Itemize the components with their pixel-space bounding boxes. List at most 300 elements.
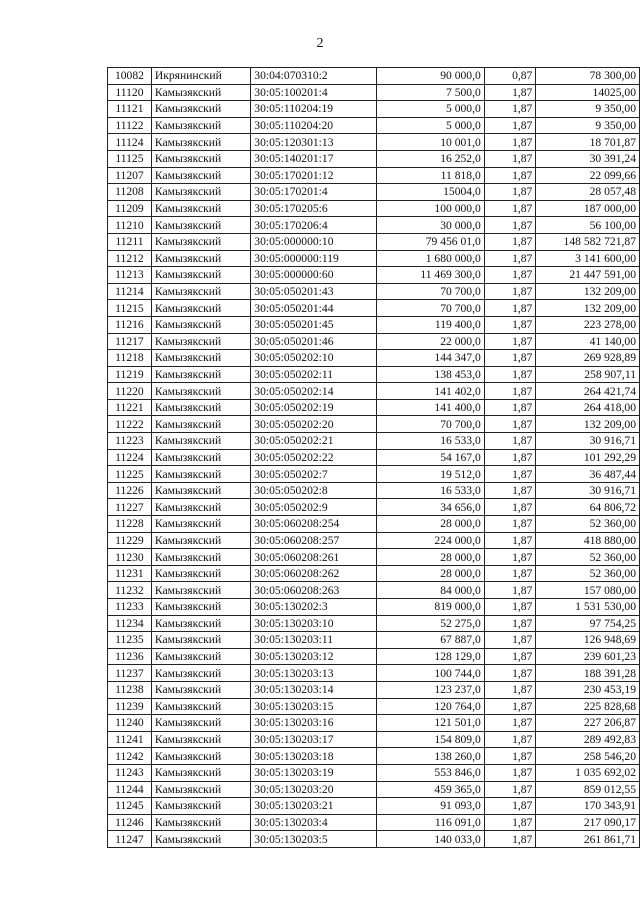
cadastral-number-cell: 30:05:130203:12 (251, 648, 377, 665)
table-row (108, 648, 640, 665)
cadastral-number-cell: 30:05:130202:3 (251, 599, 377, 616)
district-cell: Камызякский (151, 399, 250, 416)
cadastral-number-cell: 30:05:130203:17 (251, 731, 377, 748)
table-row (108, 482, 640, 499)
row-id-cell: 11243 (108, 764, 152, 781)
district-cell: Камызякский (151, 748, 250, 765)
row-id-cell: 11236 (108, 648, 152, 665)
coefficient-cell: 1,87 (484, 283, 536, 300)
district-cell: Камызякский (151, 200, 250, 217)
amount-cell: 188 391,28 (536, 665, 640, 682)
row-id-cell: 11120 (108, 84, 152, 101)
table-row (108, 333, 640, 350)
amount-cell: 1 035 692,02 (536, 764, 640, 781)
coefficient-cell: 1,87 (484, 117, 536, 134)
table-row (108, 698, 640, 715)
area-cell: 16 533,0 (377, 482, 484, 499)
table-row (108, 416, 640, 433)
amount-cell: 289 492,83 (536, 731, 640, 748)
area-cell: 119 400,0 (377, 316, 484, 333)
table-row (108, 350, 640, 367)
cadastral-number-cell: 30:05:060208:257 (251, 532, 377, 549)
area-cell: 28 000,0 (377, 565, 484, 582)
district-cell: Камызякский (151, 267, 250, 284)
area-cell: 84 000,0 (377, 582, 484, 599)
amount-cell: 64 806,72 (536, 499, 640, 516)
coefficient-cell: 1,87 (484, 200, 536, 217)
table-row (108, 250, 640, 267)
district-cell: Камызякский (151, 416, 250, 433)
coefficient-cell: 1,87 (484, 383, 536, 400)
amount-cell: 18 701,87 (536, 134, 640, 151)
area-cell: 70 700,0 (377, 416, 484, 433)
coefficient-cell: 1,87 (484, 350, 536, 367)
table-row (108, 101, 640, 118)
cadastral-number-cell: 30:05:050202:8 (251, 482, 377, 499)
table-row (108, 814, 640, 831)
area-cell: 553 846,0 (377, 764, 484, 781)
coefficient-cell: 1,87 (484, 648, 536, 665)
coefficient-cell: 1,87 (484, 167, 536, 184)
amount-cell: 52 360,00 (536, 565, 640, 582)
row-id-cell: 11121 (108, 101, 152, 118)
table-row (108, 433, 640, 450)
coefficient-cell: 1,87 (484, 532, 536, 549)
district-cell: Камызякский (151, 648, 250, 665)
table-row (108, 399, 640, 416)
cadastral-number-cell: 30:05:050202:9 (251, 499, 377, 516)
cadastral-number-cell: 30:05:050202:19 (251, 399, 377, 416)
district-cell: Камызякский (151, 764, 250, 781)
cadastral-number-cell: 30:05:000000:10 (251, 233, 377, 250)
table-row (108, 798, 640, 815)
table-row (108, 748, 640, 765)
table-row (108, 383, 640, 400)
cadastral-number-cell: 30:05:130203:18 (251, 748, 377, 765)
row-id-cell: 11237 (108, 665, 152, 682)
amount-cell: 36 487,44 (536, 466, 640, 483)
table-row (108, 167, 640, 184)
land-plots-table (107, 67, 640, 848)
coefficient-cell: 1,87 (484, 781, 536, 798)
table-row (108, 449, 640, 466)
cadastral-number-cell: 30:05:140201:17 (251, 150, 377, 167)
cadastral-number-cell: 30:05:170206:4 (251, 217, 377, 234)
district-cell: Камызякский (151, 117, 250, 134)
area-cell: 90 000,0 (377, 68, 484, 85)
cadastral-number-cell: 30:05:000000:60 (251, 267, 377, 284)
amount-cell: 859 012,55 (536, 781, 640, 798)
table-row (108, 681, 640, 698)
row-id-cell: 11231 (108, 565, 152, 582)
coefficient-cell: 1,87 (484, 333, 536, 350)
district-cell: Камызякский (151, 316, 250, 333)
cadastral-number-cell: 30:05:110204:20 (251, 117, 377, 134)
amount-cell: 56 100,00 (536, 217, 640, 234)
table-row (108, 316, 640, 333)
row-id-cell: 11211 (108, 233, 152, 250)
area-cell: 140 033,0 (377, 831, 484, 848)
row-id-cell: 11214 (108, 283, 152, 300)
table-row (108, 582, 640, 599)
row-id-cell: 11220 (108, 383, 152, 400)
area-cell: 91 093,0 (377, 798, 484, 815)
row-id-cell: 11241 (108, 731, 152, 748)
row-id-cell: 11226 (108, 482, 152, 499)
coefficient-cell: 1,87 (484, 565, 536, 582)
cadastral-number-cell: 30:05:050202:10 (251, 350, 377, 367)
district-cell: Камызякский (151, 433, 250, 450)
area-cell: 144 347,0 (377, 350, 484, 367)
table-row (108, 366, 640, 383)
district-cell: Камызякский (151, 731, 250, 748)
area-cell: 5 000,0 (377, 117, 484, 134)
area-cell: 121 501,0 (377, 715, 484, 732)
table-row (108, 615, 640, 632)
district-cell: Камызякский (151, 449, 250, 466)
row-id-cell: 11222 (108, 416, 152, 433)
cadastral-number-cell: 30:05:130203:10 (251, 615, 377, 632)
area-cell: 7 500,0 (377, 84, 484, 101)
row-id-cell: 11210 (108, 217, 152, 234)
table-row (108, 532, 640, 549)
row-id-cell: 11235 (108, 632, 152, 649)
amount-cell: 3 141 600,00 (536, 250, 640, 267)
area-cell: 10 001,0 (377, 134, 484, 151)
district-cell: Камызякский (151, 366, 250, 383)
coefficient-cell: 1,87 (484, 433, 536, 450)
cadastral-number-cell: 30:05:170205:6 (251, 200, 377, 217)
table-row (108, 200, 640, 217)
coefficient-cell: 1,87 (484, 764, 536, 781)
coefficient-cell: 1,87 (484, 681, 536, 698)
area-cell: 138 260,0 (377, 748, 484, 765)
row-id-cell: 11223 (108, 433, 152, 450)
row-id-cell: 11239 (108, 698, 152, 715)
table-row (108, 549, 640, 566)
area-cell: 819 000,0 (377, 599, 484, 616)
district-cell: Камызякский (151, 681, 250, 698)
table-row (108, 117, 640, 134)
row-id-cell: 11244 (108, 781, 152, 798)
area-cell: 120 764,0 (377, 698, 484, 715)
cadastral-number-cell: 30:05:130203:21 (251, 798, 377, 815)
amount-cell: 217 090,17 (536, 814, 640, 831)
amount-cell: 132 209,00 (536, 283, 640, 300)
row-id-cell: 11216 (108, 316, 152, 333)
table-row (108, 565, 640, 582)
district-cell: Камызякский (151, 283, 250, 300)
cadastral-number-cell: 30:05:110204:19 (251, 101, 377, 118)
row-id-cell: 11247 (108, 831, 152, 848)
amount-cell: 239 601,23 (536, 648, 640, 665)
table-row (108, 781, 640, 798)
amount-cell: 269 928,89 (536, 350, 640, 367)
coefficient-cell: 0,87 (484, 68, 536, 85)
amount-cell: 30 916,71 (536, 433, 640, 450)
cadastral-number-cell: 30:05:050202:11 (251, 366, 377, 383)
amount-cell: 132 209,00 (536, 416, 640, 433)
district-cell: Камызякский (151, 582, 250, 599)
cadastral-number-cell: 30:05:120301:13 (251, 134, 377, 151)
amount-cell: 22 099,66 (536, 167, 640, 184)
district-cell: Камызякский (151, 167, 250, 184)
area-cell: 5 000,0 (377, 101, 484, 118)
cadastral-number-cell: 30:05:050201:43 (251, 283, 377, 300)
area-cell: 116 091,0 (377, 814, 484, 831)
coefficient-cell: 1,87 (484, 748, 536, 765)
cadastral-number-cell: 30:05:050201:44 (251, 300, 377, 317)
cadastral-number-cell: 30:05:000000:119 (251, 250, 377, 267)
amount-cell: 264 421,74 (536, 383, 640, 400)
cadastral-number-cell: 30:05:130203:19 (251, 764, 377, 781)
row-id-cell: 11208 (108, 184, 152, 201)
district-cell: Камызякский (151, 599, 250, 616)
amount-cell: 170 343,91 (536, 798, 640, 815)
district-cell: Камызякский (151, 184, 250, 201)
row-id-cell: 11219 (108, 366, 152, 383)
amount-cell: 225 828,68 (536, 698, 640, 715)
row-id-cell: 11212 (108, 250, 152, 267)
area-cell: 138 453,0 (377, 366, 484, 383)
district-cell: Камызякский (151, 250, 250, 267)
area-cell: 1 680 000,0 (377, 250, 484, 267)
cadastral-number-cell: 30:05:170201:12 (251, 167, 377, 184)
district-cell: Камызякский (151, 549, 250, 566)
amount-cell: 97 754,25 (536, 615, 640, 632)
amount-cell: 1 531 530,00 (536, 599, 640, 616)
district-cell: Камызякский (151, 814, 250, 831)
coefficient-cell: 1,87 (484, 250, 536, 267)
row-id-cell: 11227 (108, 499, 152, 516)
row-id-cell: 11124 (108, 134, 152, 151)
table-row (108, 831, 640, 848)
coefficient-cell: 1,87 (484, 399, 536, 416)
district-cell: Камызякский (151, 532, 250, 549)
district-cell: Камызякский (151, 233, 250, 250)
coefficient-cell: 1,87 (484, 549, 536, 566)
district-cell: Камызякский (151, 798, 250, 815)
row-id-cell: 11218 (108, 350, 152, 367)
district-cell: Камызякский (151, 715, 250, 732)
area-cell: 100 000,0 (377, 200, 484, 217)
amount-cell: 126 948,69 (536, 632, 640, 649)
row-id-cell: 11234 (108, 615, 152, 632)
coefficient-cell: 1,87 (484, 798, 536, 815)
district-cell: Камызякский (151, 632, 250, 649)
row-id-cell: 11213 (108, 267, 152, 284)
district-cell: Камызякский (151, 615, 250, 632)
coefficient-cell: 1,87 (484, 101, 536, 118)
amount-cell: 78 300,00 (536, 68, 640, 85)
cadastral-number-cell: 30:05:130203:15 (251, 698, 377, 715)
coefficient-cell: 1,87 (484, 615, 536, 632)
row-id-cell: 11225 (108, 466, 152, 483)
table-row (108, 233, 640, 250)
coefficient-cell: 1,87 (484, 632, 536, 649)
table-row (108, 267, 640, 284)
area-cell: 128 129,0 (377, 648, 484, 665)
table-row (108, 68, 640, 85)
row-id-cell: 11242 (108, 748, 152, 765)
area-cell: 79 456 01,0 (377, 233, 484, 250)
area-cell: 70 700,0 (377, 300, 484, 317)
cadastral-number-cell: 30:05:060208:262 (251, 565, 377, 582)
district-cell: Камызякский (151, 499, 250, 516)
table-row (108, 731, 640, 748)
coefficient-cell: 1,87 (484, 300, 536, 317)
cadastral-number-cell: 30:05:130203:14 (251, 681, 377, 698)
cadastral-number-cell: 30:05:130203:13 (251, 665, 377, 682)
row-id-cell: 11217 (108, 333, 152, 350)
area-cell: 15004,0 (377, 184, 484, 201)
cadastral-number-cell: 30:05:050202:21 (251, 433, 377, 450)
table-row (108, 499, 640, 516)
coefficient-cell: 1,87 (484, 831, 536, 848)
amount-cell: 41 140,00 (536, 333, 640, 350)
coefficient-cell: 1,87 (484, 582, 536, 599)
area-cell: 54 167,0 (377, 449, 484, 466)
district-cell: Камызякский (151, 101, 250, 118)
table-row (108, 184, 640, 201)
row-id-cell: 11246 (108, 814, 152, 831)
coefficient-cell: 1,87 (484, 150, 536, 167)
amount-cell: 227 206,87 (536, 715, 640, 732)
row-id-cell: 11209 (108, 200, 152, 217)
coefficient-cell: 1,87 (484, 814, 536, 831)
row-id-cell: 11230 (108, 549, 152, 566)
coefficient-cell: 1,87 (484, 134, 536, 151)
district-cell: Икрянинский (151, 68, 250, 85)
cadastral-number-cell: 30:05:050201:46 (251, 333, 377, 350)
row-id-cell: 11238 (108, 681, 152, 698)
cadastral-number-cell: 30:04:070310:2 (251, 68, 377, 85)
table-row (108, 599, 640, 616)
amount-cell: 157 080,00 (536, 582, 640, 599)
area-cell: 100 744,0 (377, 665, 484, 682)
coefficient-cell: 1,87 (484, 698, 536, 715)
row-id-cell: 11232 (108, 582, 152, 599)
area-cell: 141 402,0 (377, 383, 484, 400)
amount-cell: 101 292,29 (536, 449, 640, 466)
amount-cell: 148 582 721,87 (536, 233, 640, 250)
coefficient-cell: 1,87 (484, 715, 536, 732)
table-row (108, 516, 640, 533)
row-id-cell: 11224 (108, 449, 152, 466)
district-cell: Камызякский (151, 350, 250, 367)
table-row (108, 84, 640, 101)
coefficient-cell: 1,87 (484, 449, 536, 466)
table-row (108, 665, 640, 682)
cadastral-number-cell: 30:05:050202:14 (251, 383, 377, 400)
amount-cell: 52 360,00 (536, 516, 640, 533)
amount-cell: 132 209,00 (536, 300, 640, 317)
table-row (108, 300, 640, 317)
amount-cell: 30 391,24 (536, 150, 640, 167)
row-id-cell: 11207 (108, 167, 152, 184)
amount-cell: 258 546,20 (536, 748, 640, 765)
coefficient-cell: 1,87 (484, 466, 536, 483)
district-cell: Камызякский (151, 134, 250, 151)
page-number: 2 (316, 36, 324, 51)
district-cell: Камызякский (151, 516, 250, 533)
coefficient-cell: 1,87 (484, 731, 536, 748)
table-row (108, 283, 640, 300)
amount-cell: 9 350,00 (536, 101, 640, 118)
amount-cell: 261 861,71 (536, 831, 640, 848)
area-cell: 154 809,0 (377, 731, 484, 748)
row-id-cell: 11215 (108, 300, 152, 317)
cadastral-number-cell: 30:05:060208:263 (251, 582, 377, 599)
table-row (108, 134, 640, 151)
cadastral-number-cell: 30:05:130203:5 (251, 831, 377, 848)
coefficient-cell: 1,87 (484, 233, 536, 250)
cadastral-number-cell: 30:05:130203:16 (251, 715, 377, 732)
cadastral-number-cell: 30:05:100201:4 (251, 84, 377, 101)
coefficient-cell: 1,87 (484, 316, 536, 333)
row-id-cell: 11125 (108, 150, 152, 167)
row-id-cell: 11245 (108, 798, 152, 815)
area-cell: 123 237,0 (377, 681, 484, 698)
area-cell: 28 000,0 (377, 549, 484, 566)
cadastral-number-cell: 30:05:060208:254 (251, 516, 377, 533)
row-id-cell: 11228 (108, 516, 152, 533)
area-cell: 11 818,0 (377, 167, 484, 184)
area-cell: 459 365,0 (377, 781, 484, 798)
coefficient-cell: 1,87 (484, 217, 536, 234)
row-id-cell: 11221 (108, 399, 152, 416)
district-cell: Камызякский (151, 482, 250, 499)
district-cell: Камызякский (151, 383, 250, 400)
row-id-cell: 10082 (108, 68, 152, 85)
district-cell: Камызякский (151, 565, 250, 582)
area-cell: 141 400,0 (377, 399, 484, 416)
district-cell: Камызякский (151, 698, 250, 715)
amount-cell: 30 916,71 (536, 482, 640, 499)
row-id-cell: 11229 (108, 532, 152, 549)
amount-cell: 258 907,11 (536, 366, 640, 383)
amount-cell: 223 278,00 (536, 316, 640, 333)
district-cell: Камызякский (151, 781, 250, 798)
area-cell: 34 656,0 (377, 499, 484, 516)
area-cell: 19 512,0 (377, 466, 484, 483)
coefficient-cell: 1,87 (484, 516, 536, 533)
cadastral-number-cell: 30:05:170201:4 (251, 184, 377, 201)
amount-cell: 230 453,19 (536, 681, 640, 698)
coefficient-cell: 1,87 (484, 599, 536, 616)
area-cell: 11 469 300,0 (377, 267, 484, 284)
coefficient-cell: 1,87 (484, 84, 536, 101)
amount-cell: 9 350,00 (536, 117, 640, 134)
coefficient-cell: 1,87 (484, 416, 536, 433)
cadastral-number-cell: 30:05:050202:20 (251, 416, 377, 433)
amount-cell: 14025,00 (536, 84, 640, 101)
cadastral-number-cell: 30:05:130203:4 (251, 814, 377, 831)
coefficient-cell: 1,87 (484, 366, 536, 383)
district-cell: Камызякский (151, 84, 250, 101)
area-cell: 224 000,0 (377, 532, 484, 549)
cadastral-number-cell: 30:05:130203:11 (251, 632, 377, 649)
table-row (108, 764, 640, 781)
cadastral-number-cell: 30:05:060208:261 (251, 549, 377, 566)
cadastral-number-cell: 30:05:050202:7 (251, 466, 377, 483)
coefficient-cell: 1,87 (484, 184, 536, 201)
amount-cell: 187 000,00 (536, 200, 640, 217)
district-cell: Камызякский (151, 665, 250, 682)
table-row (108, 150, 640, 167)
amount-cell: 28 057,48 (536, 184, 640, 201)
area-cell: 67 887,0 (377, 632, 484, 649)
